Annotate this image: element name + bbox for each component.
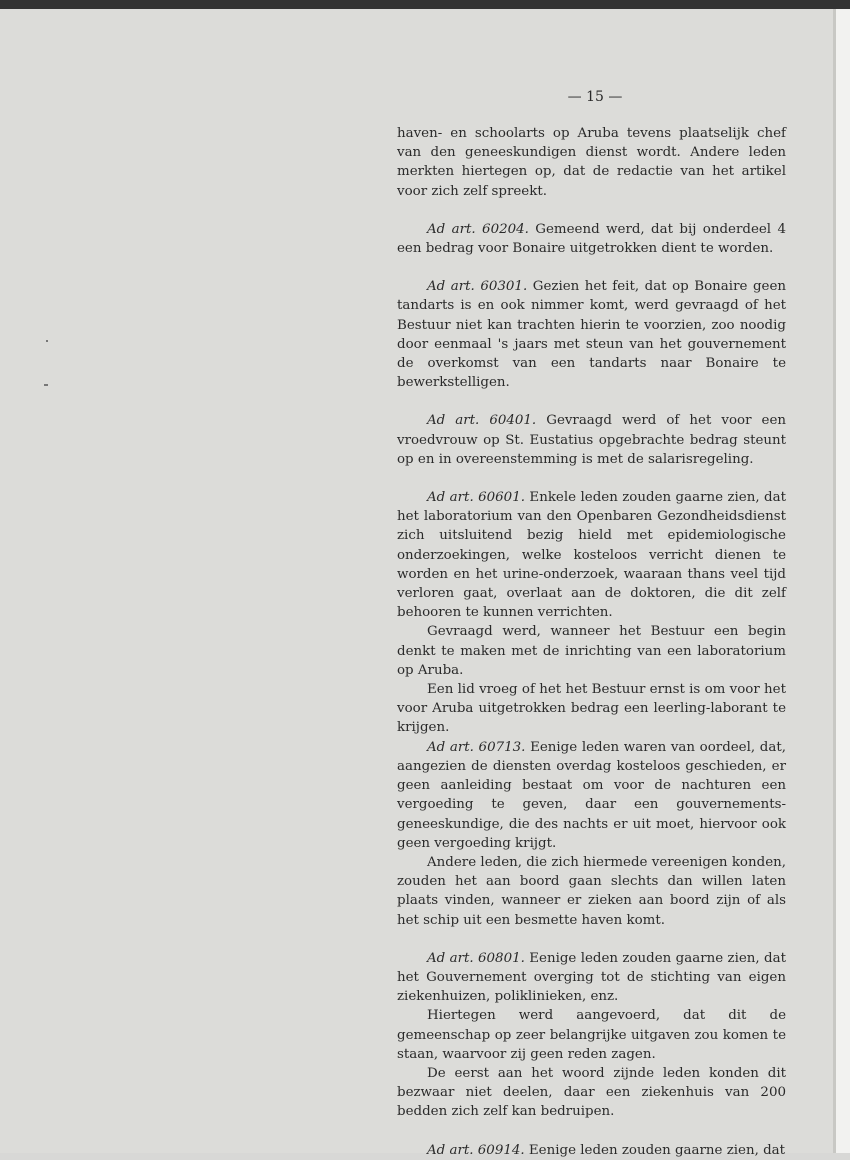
paragraph	[397, 1141, 786, 1160]
paragraph-text: Enkele leden zouden gaarne zien, dat het laboratorium van den Openbaren Gezondheidsdienst zich uitsluitend bezig hield met epidemiologische onderzoekingen, welke kosteloos verricht dienen te worden en het urine-onderzoek, waaraan thans veel tijd verloren gaat, overlaat aan de doktoren, die dit zelf behooren te kunnen verrichten.	[397, 490, 786, 621]
paragraph-text: Een lid vroeg of het het Bestuur ernst is om voor het voor Aruba uitgetrokken bedrag een leerling-laborant te krijgen.	[397, 682, 786, 736]
article-reference: Ad art. 60801.	[427, 950, 525, 966]
paragraph	[397, 220, 786, 258]
paragraph	[397, 853, 786, 930]
article-reference: Ad art. 60601.	[427, 490, 525, 506]
paragraph	[397, 488, 786, 622]
paragraph	[397, 622, 786, 680]
paragraph-text: Eenige leden zouden gaarne zien, dat	[524, 1142, 786, 1158]
paragraph-text: Gezien het feit, dat op Bonaire geen tandarts is en ook nimmer komt, werd gevraagd of het Bestuur niet kan trachten hierin te voorzien, zoo noodig door eenmaal 's jaars met steun van het gouvernement de overkomst van een tandarts naar Bonaire te bewerkstelligen.	[397, 279, 786, 391]
body-text	[397, 124, 786, 1160]
margin-mark	[46, 340, 48, 342]
paragraph	[397, 411, 786, 469]
article-reference: Ad art. 60204.	[427, 221, 529, 237]
paragraph-text: Gevraagd werd of het voor een vroedvrouw op St. Eustatius opgebrachte bedrag steunt op en in overeenstemming is met de salarisregeling.	[397, 413, 786, 467]
paragraph-text: haven- en schoolarts op Aruba tevens plaatselijk chef van den geneeskundigen dienst wordt. Andere leden merkten hiertegen op, dat de redactie van het artikel voor zich zelf spreekt.	[397, 126, 786, 199]
paragraph-text: Eenige leden waren van oordeel, dat, aangezien de diensten overdag kosteloos geschieden, er geen aanleiding bestaat om voor de nachturen een vergoeding te geven, daar een gouvernements-geneeskundige, die des nachts er uit moet, hiervoor ook geen vergoeding krijgt.	[397, 739, 786, 851]
paragraph-text: De eerst aan het woord zijnde leden konden dit bezwaar niet deelen, daar een ziekenhuis van 200 bedden zich zelf kan bedruipen.	[397, 1065, 786, 1120]
paragraph	[397, 124, 786, 201]
page-edge	[836, 9, 850, 1153]
paragraph	[397, 277, 786, 392]
paragraph	[397, 738, 786, 853]
paragraph-text: Gemeend werd, dat bij onderdeel 4 een bedrag voor Bonaire uitgetrokken dient te worden.	[397, 221, 786, 257]
paragraph	[397, 1006, 786, 1064]
article-reference: Ad art. 60914.	[427, 1142, 525, 1158]
top-border	[0, 0, 850, 9]
paragraph-text: Eenige leden zouden gaarne zien, dat het Gouvernement overging tot de stichting van eigen ziekenhuizen, poliklinieken, enz.	[397, 950, 786, 1005]
article-reference: Ad art. 60713.	[427, 739, 526, 755]
paragraph-text: Andere leden, die zich hiermede vereenigen konden, zouden het aan boord gaan slechts dan willen laten plaats vinden, wanneer er zieken aan boord zijn of als het schip uit een besmette haven komt.	[397, 854, 786, 928]
paragraph	[397, 680, 786, 738]
article-reference: Ad art. 60401.	[427, 413, 537, 429]
paragraph-text: Hiertegen werd aangevoerd, dat dit de gemeenschap op zeer belangrijke uitgaven zou komen te staan, waarvoor zij geen reden zagen.	[397, 1008, 786, 1062]
paragraph-text: Gevraagd werd, wanneer het Bestuur een begin denkt te maken met de inrichting van een laboratorium op Aruba.	[397, 624, 786, 678]
paragraph	[397, 1064, 786, 1122]
paragraph	[397, 949, 786, 1007]
page-number: — 15 —	[567, 89, 623, 105]
margin-mark	[44, 384, 48, 386]
article-reference: Ad art. 60301.	[427, 279, 528, 295]
